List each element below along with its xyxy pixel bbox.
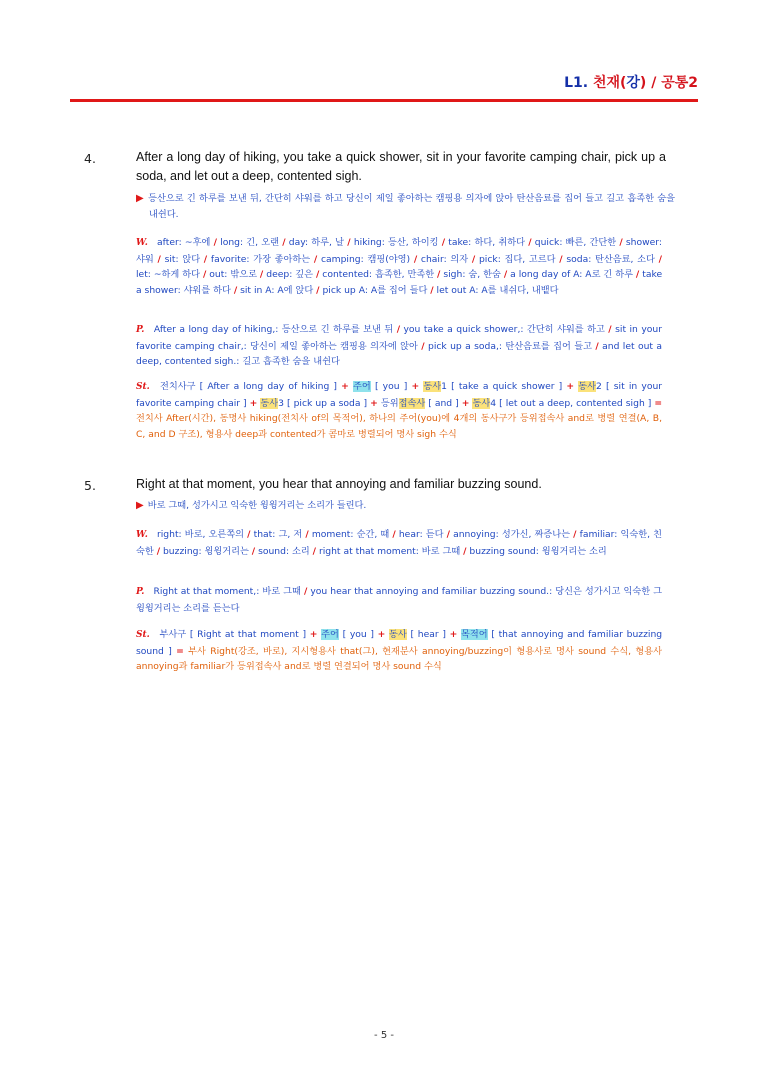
prep-phrase: [ After a long day of hiking ] <box>199 381 338 392</box>
phrase-block: P. Right at that moment,: 바로 그때 / you hear that annoying and familiar buzzing sound.: 당신은 성가시고 익숙한 그 윙윙거리는 소리를 듣는다 <box>136 586 662 614</box>
english-sentence: After a long day of hiking, you take a quick shower, sit in your favorite camping chair, pick up a soda, and let out a deep, contented sigh. <box>136 150 666 183</box>
vocab-entry: take: 하다, 취하다 <box>448 237 525 248</box>
structure-tag: St. <box>136 630 150 640</box>
english-sentence: Right at that moment, you hear that annoying and familiar buzzing sound. <box>136 477 542 491</box>
translation-text: 등산으로 긴 하루를 보낸 뒤, 간단히 샤워를 하고 당신이 제일 좋아하는 캠핑용 의자에 앉아 탄산음료를 집어 들고 길고 흡족한 숨을 내쉰다. <box>148 193 675 220</box>
vocab-entry: moment: 순간, 때 <box>311 529 390 540</box>
header-title <box>564 72 698 92</box>
header-rule <box>70 99 698 102</box>
page-number: - 5 - <box>374 1030 394 1041</box>
vocab-entry: a long day of A: A로 긴 하루 <box>510 269 633 280</box>
subject: [ you ] <box>374 381 408 392</box>
verb-phrase: 3 [ pick up a soda ] <box>278 397 368 409</box>
label-coordinator: 등위 <box>380 397 399 409</box>
publisher-pre: 천재( <box>592 75 627 91</box>
vocab-entry: long: 긴, 오랜 <box>220 237 280 248</box>
vocab-entry: sit: 앉다 <box>164 253 201 265</box>
conjunction: [ and ] <box>428 397 459 409</box>
vocab-entry: chair: 의자 <box>420 253 469 265</box>
vocab-entry: contented: 흡족한, 만족한 <box>322 269 435 280</box>
phrase-block: P. After a long day of hiking,: 등산으로 긴 하루를 보낸 뒤 / you take a quick shower,: 간단히 샤워를 하고 / sit in your favorite camping chair,: 당신이 제일 좋아하는 캠핑용 의자에 앉아 / pick up a soda,: 탄산음료를 집어 들고 / and let out a deep, contented sigh.: 길고 흡족한 숨을 내쉰다 <box>136 324 663 367</box>
label-subject: 주어 <box>353 381 371 392</box>
vocab-entry: let out A: A를 내쉬다, 내뱉다 <box>436 284 559 296</box>
publisher-post: ) <box>639 75 647 91</box>
vocab-entry: buzzing: 윙윙거리는 <box>162 545 249 557</box>
structure-explanation: 전치사 After(시간), 동명사 hiking(전치사 of의 목적어), 하나의 주어(you)에 4개의 동사구가 등위접속사 and로 병렬 연결(A, B, C, and D 구조), 형용사 deep과 contented가 콤마로 병렬되어 명사 sigh 수식 <box>136 413 662 440</box>
vocab-entry: out: 밖으로 <box>209 269 257 280</box>
vocab-block: W. after: ~후에 / long: 긴, 오랜 / day: 하루, 날 / hiking: 등산, 하이킹 / take: 하다, 취하다 / quick: 빠른, 간단한 / shower: 샤워 / sit: 앉다 / favorite: 가장 좋아하는 / camping: 캠핑(야영) / chair: 의자 / pick: 집다, 고르다 / soda: 탄산음료, 소다 / let: ~하게 하다 / out: 밖으로 / deep: 깊은 / contented: 흡족한, 만족한 / sigh: 숨, 한숨 / a long day of A: A로 긴 하루 / take a shower: 샤워를 하다 / sit in A: A에 앉다 / pick up A: A를 집어 들다 / let out A: A를 내쉬다, 내뱉다 <box>136 237 663 296</box>
adverb-phrase: [ Right at that moment ] <box>189 629 307 640</box>
item-number: 5. <box>84 478 96 493</box>
vocab-block: W. right: 바로, 오른쪽의 / that: 그, 저 / moment: 순간, 때 / hear: 듣다 / annoying: 성가신, 짜증나는 / familiar: 익숙한, 친숙한 / buzzing: 윙윙거리는 / sound: 소리 / right at that moment: 바로 그때 / buzzing sound: 윙윙거리는 소리 <box>136 529 663 557</box>
structure-tag: St. <box>136 382 150 392</box>
item-number: 4. <box>84 151 96 166</box>
vocab-entry: sound: 소리 <box>258 545 310 557</box>
structure-block: St. 부사구 [ Right at that moment ] + 주어 [ you ] + 동사 [ hear ] + 목적어 [ that annoying and familiar buzzing sound ] = 부사 Right(강조, 바로), 지시형용사 that(그), 현재분사 annoying/buzzing이 형용사로 명사 sound 수식, 형용사 annoying과 familiar가 등위접속사 and로 병렬 연결되어 명사 sound 수식 <box>136 629 663 672</box>
vocab-entry: pick up A: A를 집어 들다 <box>322 284 428 296</box>
label-verb: 동사 <box>578 381 597 392</box>
translation <box>136 498 675 514</box>
verb-phrase: 2 [ sit in your favorite camping chair ] <box>136 381 663 409</box>
object: [ that annoying and familiar buzzing sound ] <box>136 629 663 657</box>
phrase-entry: After a long day of hiking,: 등산으로 긴 하루를 보낸 뒤 <box>153 324 394 335</box>
label-prep-phrase: 전치사구 <box>159 381 196 392</box>
phrase-entry: and let out a deep, contented sigh.: 길고 흡족한 숨을 내쉰다 <box>136 340 663 367</box>
vocab-entry: pick: 집다, 고르다 <box>478 253 556 265</box>
verb-phrase: 4 [ let out a deep, contented sigh ] <box>490 397 652 409</box>
structure-explanation: 부사 Right(강조, 바로), 지시형용사 that(그), 현재분사 annoying/buzzing이 형용사로 명사 sound 수식, 형용사 annoying과 familiar가 등위접속사 and로 병렬 연결되어 명사 sound 수식 <box>136 645 663 672</box>
verb: [ hear ] <box>410 629 446 640</box>
vocab-entry: soda: 탄산음료, 소다 <box>566 253 655 265</box>
vocab-entry: shower: 샤워 <box>136 237 662 265</box>
vocab-entry: let: ~하게 하다 <box>136 269 200 280</box>
vocab-entry: buzzing sound: 윙윙거리는 소리 <box>469 545 607 557</box>
vocab-entry: sit in A: A에 앉다 <box>240 284 314 296</box>
header-separator: / <box>651 75 657 91</box>
vocab-entry: right at that moment: 바로 그때 <box>318 545 461 557</box>
vocab-entry: right: 바로, 오른쪽의 <box>156 529 245 540</box>
phrase-entry: sit in your favorite camping chair,: 당신이 제일 좋아하는 캠핑용 의자에 앉아 <box>136 324 662 352</box>
vocab-entry: hiking: 등산, 하이킹 <box>353 237 439 248</box>
triangle-icon: ▶ <box>136 500 144 511</box>
label-verb: 동사 <box>389 629 407 640</box>
translation <box>136 191 675 222</box>
vocab-tag: W. <box>136 238 148 248</box>
phrase-tag: P. <box>136 325 145 335</box>
label-subject: 주어 <box>321 629 339 640</box>
vocab-entry: camping: 캠핑(야영) <box>320 253 411 265</box>
subject: [ you ] <box>342 629 374 640</box>
label-object: 목적어 <box>460 629 488 640</box>
vocab-entry: favorite: 가장 좋아하는 <box>210 253 311 265</box>
vocab-entry: sigh: 숨, 한숨 <box>443 269 501 280</box>
vocab-tag: W. <box>136 530 148 540</box>
vocab-entry: that: 그, 저 <box>253 529 303 540</box>
translation-text: 바로 그때, 성가시고 익숙한 윙윙거리는 소리가 들린다. <box>147 500 367 511</box>
course-label: 공통2 <box>661 75 698 91</box>
publisher-mid: 강 <box>626 75 640 91</box>
phrase-entry: you hear that annoying and familiar buzzing sound.: 당신은 성가시고 익숙한 그 윙윙거리는 소리를 듣는다 <box>136 586 662 614</box>
vocab-entry: take a shower: 샤워를 하다 <box>136 269 663 296</box>
vocab-entry: familiar: 익숙한, 친숙한 <box>136 529 663 557</box>
verb-phrase: 1 [ take a quick shower ] <box>441 381 563 392</box>
vocab-entry: annoying: 성가신, 짜증나는 <box>453 529 570 540</box>
vocab-entry: day: 하루, 날 <box>288 237 345 248</box>
label-verb: 동사 <box>423 381 442 392</box>
vocab-entry: quick: 빠른, 간단한 <box>534 237 617 248</box>
structure-block: St. 전치사구 [ After a long day of hiking ] + 주어 [ you ] + 동사1 [ take a quick shower ] + 동사2 [ sit in your favorite camping chair ] + 동사3 [ pick up a soda ] + 등위접속사 [ and ] + 동사4 [ let out a deep, contented sigh ] = 전치사 After(시간), 동명사 hiking(전치사 of의 목적어), 하나의 주어(you)에 4개의 동사구가 등위접속사 and로 병렬 연결(A, B, C, and D 구조), 형용사 deep과 contented가 콤마로 병렬되어 명사 sigh 수식 <box>136 381 663 440</box>
label-adverb-phrase: 부사구 <box>159 629 187 640</box>
phrase-entry: pick up a soda,: 탄산음료를 집어 들고 <box>427 340 593 352</box>
vocab-entry: hear: 듣다 <box>398 529 444 540</box>
phrase-tag: P. <box>136 587 145 597</box>
label-verb: 동사 <box>472 397 491 409</box>
lesson-label: L1. <box>564 75 589 91</box>
vocab-entry: deep: 깊은 <box>266 269 313 280</box>
triangle-icon: ▶ <box>136 193 145 204</box>
phrase-entry: you take a quick shower,: 간단히 샤워를 하고 <box>403 324 605 335</box>
vocab-entry: after: ~후에 <box>157 237 211 248</box>
label-conjunction: 접속사 <box>398 397 426 409</box>
phrase-entry: Right at that moment,: 바로 그때 <box>153 586 301 597</box>
label-verb: 동사 <box>260 397 279 409</box>
